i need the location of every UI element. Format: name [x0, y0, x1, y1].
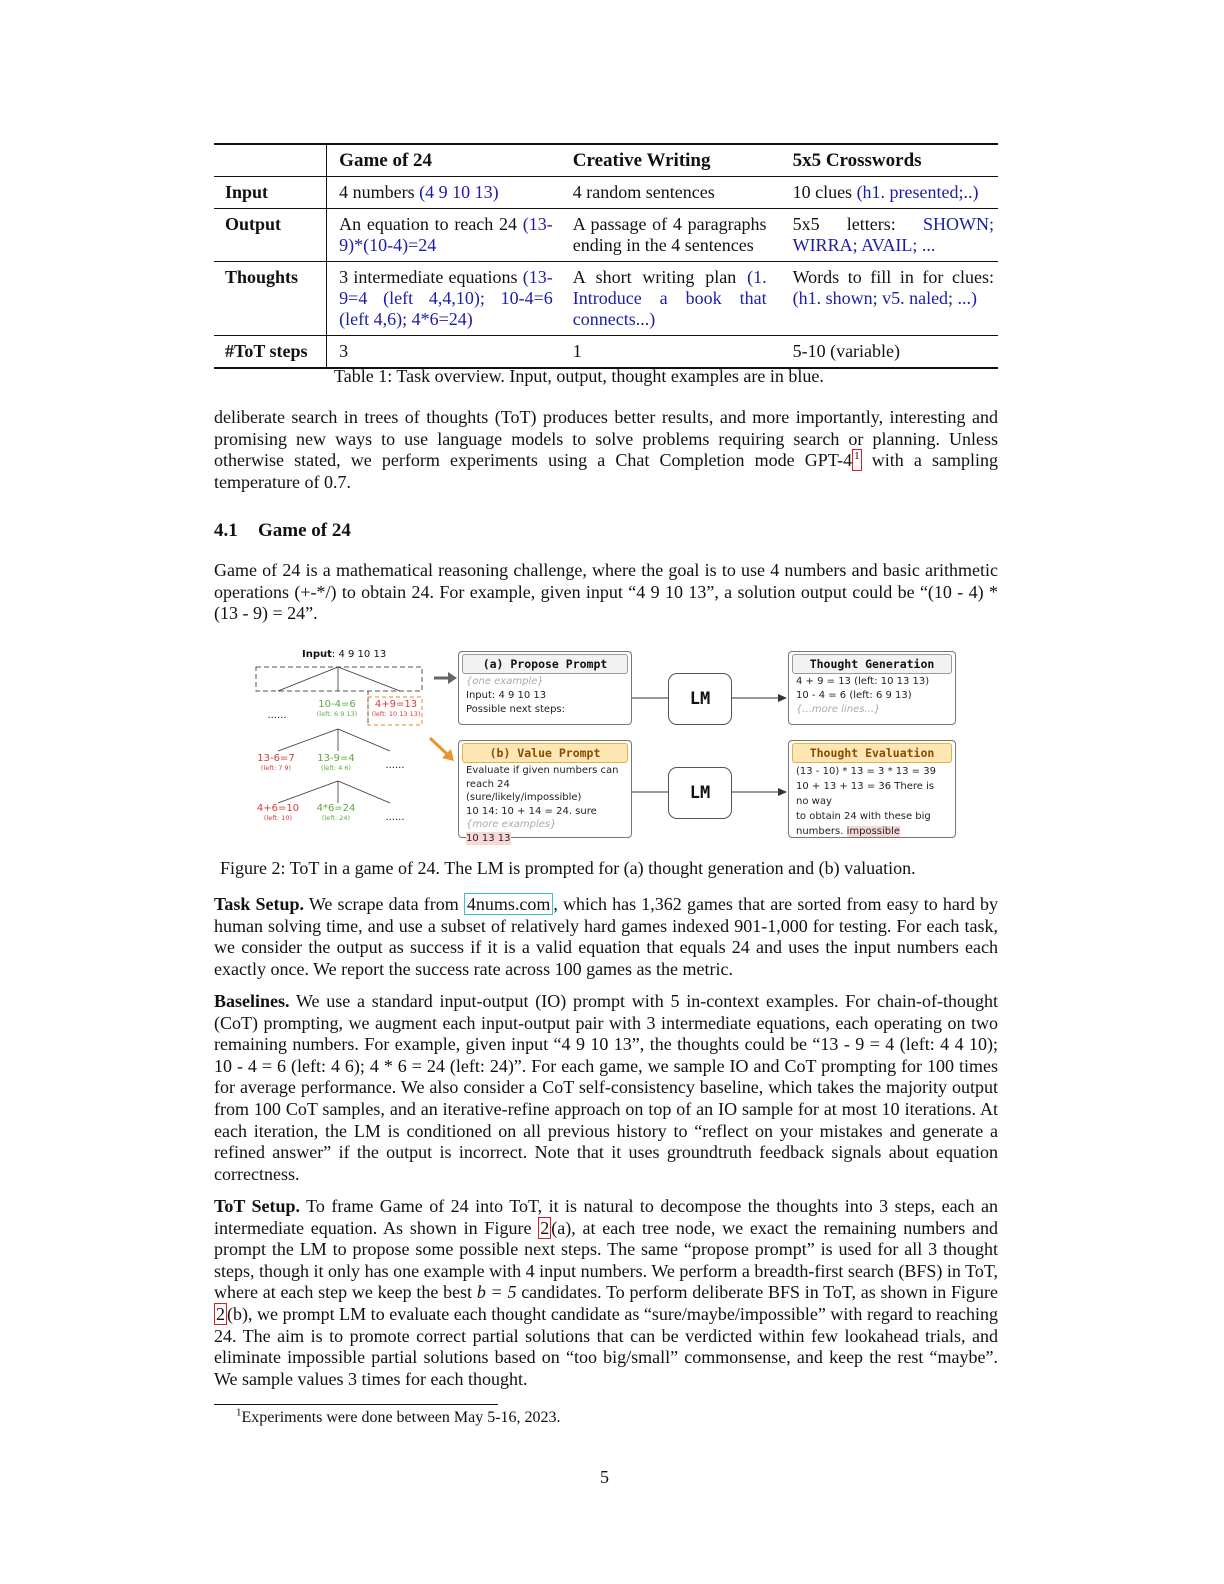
- table-header-game24: Game of 24: [327, 144, 555, 177]
- row-label: Output: [214, 209, 327, 262]
- figure-ref[interactable]: 2: [540, 1217, 550, 1238]
- table-caption: Table 1: Task overview. Input, output, thought examples are in blue.: [334, 366, 824, 386]
- thought-evaluation-box: Thought Evaluation (13 - 10) * 13 = 3 * 13 = 39 10 + 13 + 13 = 36 There is no way to obtain 24 with these big numbers. impossible: [788, 740, 956, 838]
- tree-node: 10-4=6 (left: 6 9 13): [316, 699, 358, 718]
- table-cell: 3: [327, 336, 555, 369]
- lm-box-top: LM: [668, 673, 732, 725]
- tree-node: 13-6=7 (left: 7 9): [257, 753, 295, 772]
- table-cell: 1: [555, 336, 769, 369]
- tree-node: 4*6=24 (left: 24): [316, 803, 356, 822]
- footnote: $^1$Experiments were done between May 5-16, 2023.: [236, 1406, 561, 1426]
- task-overview-table: [214, 143, 998, 369]
- table-cell: A passage of 4 paragraphs ending in the 4 sentences: [555, 209, 769, 262]
- table-cell: An equation to reach 24 (13-9)*(10-4)=24: [327, 209, 555, 262]
- figure-2: [250, 645, 970, 845]
- figure-caption: Figure 2: ToT in a game of 24. The LM is prompted for (a) thought generation and (b) valuation.: [220, 858, 916, 878]
- baselines-paragraph: Baselines. We use a standard input-output (IO) prompt with 5 in-context examples. For chain-of-thought (CoT) prompting, we augment each input-output pair with 3 intermediate equations, each operating on two remaining numbers. For example, given input “4 9 10 13”, the thoughts could be “13 - 9 = 4 (left: 4 4 10); 10 - 4 = 6 (left: 4 6); 4 * 6 = 24 (left: 24)”. For each game, we sample IO and CoT prompting for 100 times for average performance. We also consider a CoT self-consistency baseline, which takes the majority output from 100 CoT samples, and an iterative-refine approach on top of an IO sample for at most 10 iterations. At each iteration, the LM is conditioned on all previous history to “reflect on your mistakes and generate a refined answer” if the output is incorrect. Note that it uses groundtruth feedback signals about equation correctness.: [214, 991, 998, 1184]
- tree-dots: ......: [267, 710, 287, 721]
- tree-node: 13-9=4 (left: 4 6): [317, 753, 355, 772]
- tree-dots: ......: [385, 812, 405, 823]
- table-row: [214, 209, 998, 262]
- table-cell: 5-10 (variable): [769, 336, 998, 369]
- table-cell: Words to fill in for clues: (h1. shown; v5. naled; ...): [769, 262, 998, 336]
- table-cell: 3 intermediate equations (13-9=4 (left 4,4,10); 10-4=6 (left 4,6); 4*6=24): [327, 262, 555, 336]
- footnote-ref[interactable]: 1: [854, 450, 860, 463]
- footnote-rule: [214, 1404, 498, 1405]
- table-row: [214, 177, 998, 209]
- table-header-creative: Creative Writing: [555, 144, 769, 177]
- table-header-empty: [214, 144, 327, 177]
- table-cell: 4 random sentences: [555, 177, 769, 209]
- tot-setup-paragraph: ToT Setup. To frame Game of 24 into ToT, it is natural to decompose the thoughts into 3 steps, each an intermediate equation. As shown in Figure 2 (a), at each tree node, we exact the remaining numbers and prompt the LM to propose some possible next steps. The same “propose prompt” is used for all 3 thought steps, though it only has one example with 4 input numbers. We perform a breadth-first search (BFS) in ToT, where at each step we keep the best b = 5 candidates. To perform deliberate BFS in ToT, as shown in Figure 2 (b), we prompt LM to evaluate each thought candidate as “sure/maybe/impossible” with regard to reaching 24. The aim is to promote correct partial solutions that can be verdicted within few lookahead trials, and eliminate impossible partial solutions based on “too big/small” commonsense, and keep the rest “maybe”. We sample values 3 times for each thought.: [214, 1196, 998, 1389]
- tree-node: 4+9=13 (left: 10 13 13): [371, 699, 421, 718]
- table-header-crosswords: 5x5 Crosswords: [769, 144, 998, 177]
- table-cell: 4 numbers (4 9 10 13): [327, 177, 555, 209]
- tree-node: 4+6=10 (left: 10): [256, 803, 300, 822]
- lm-box-bottom: LM: [668, 767, 732, 819]
- table-cell: 10 clues (h1. presented;..): [769, 177, 998, 209]
- figure-ref[interactable]: 2: [216, 1303, 225, 1324]
- page-number: 5: [600, 1467, 609, 1487]
- row-label: Thoughts: [214, 262, 327, 336]
- task-setup-paragraph: Task Setup. We scrape data from 4nums.com , which has 1,362 games that are sorted from easy to hard by human solving time, and use a subset of relatively hard games indexed 901-1,000 for testing. For each task, we consider the output as success if it is a valid equation that equals 24 and uses the input numbers each exactly once. We report the success rate across 100 games as the metric.: [214, 894, 998, 979]
- row-label: Input: [214, 177, 327, 209]
- thought-generation-box: Thought Generation 4 + 9 = 13 (left: 10 13 13) 10 - 4 = 6 (left: 6 9 13) {...more lines...}: [788, 651, 956, 725]
- table-cell: A short writing plan (1. Introduce a book that connects...): [555, 262, 769, 336]
- row-label: #ToT steps: [214, 336, 327, 369]
- section-heading: 4.1 Game of 24: [214, 520, 351, 541]
- 4nums-link[interactable]: 4nums.com: [464, 893, 554, 915]
- table-row: [214, 262, 998, 336]
- figure-input: Input: 4 9 10 13: [302, 649, 387, 660]
- intro-paragraph: deliberate search in trees of thoughts (ToT) produces better results, and more importantly, interesting and promising new ways to use language models to solve problems requiring search or planning. Unless otherwise stated, we perform experiments using a Chat Completion mode GPT-4 $^1$ with a sampling temperature of 0.7.: [214, 407, 998, 492]
- value-prompt-box: (b) Value Prompt Evaluate if given numbers can reach 24 (sure/likely/impossible) 10 14: 10 + 14 = 24. sure {more examples} 10 13 13: [458, 740, 632, 838]
- table-row: [214, 336, 998, 369]
- tree-dots: ......: [385, 760, 405, 771]
- propose-prompt-box: (a) Propose Prompt {one example} Input: 4 9 10 13 Possible next steps:: [458, 651, 632, 725]
- game-paragraph: Game of 24 is a mathematical reasoning challenge, where the goal is to use 4 numbers and basic arithmetic operations (+-*/) to obtain 24. For example, given input “4 9 10 13”, a solution output could be “(10 - 4) * (13 - 9) = 24”.: [214, 560, 998, 624]
- table-cell: 5x5 letters: SHOWN; WIRRA; AVAIL; ...: [769, 209, 998, 262]
